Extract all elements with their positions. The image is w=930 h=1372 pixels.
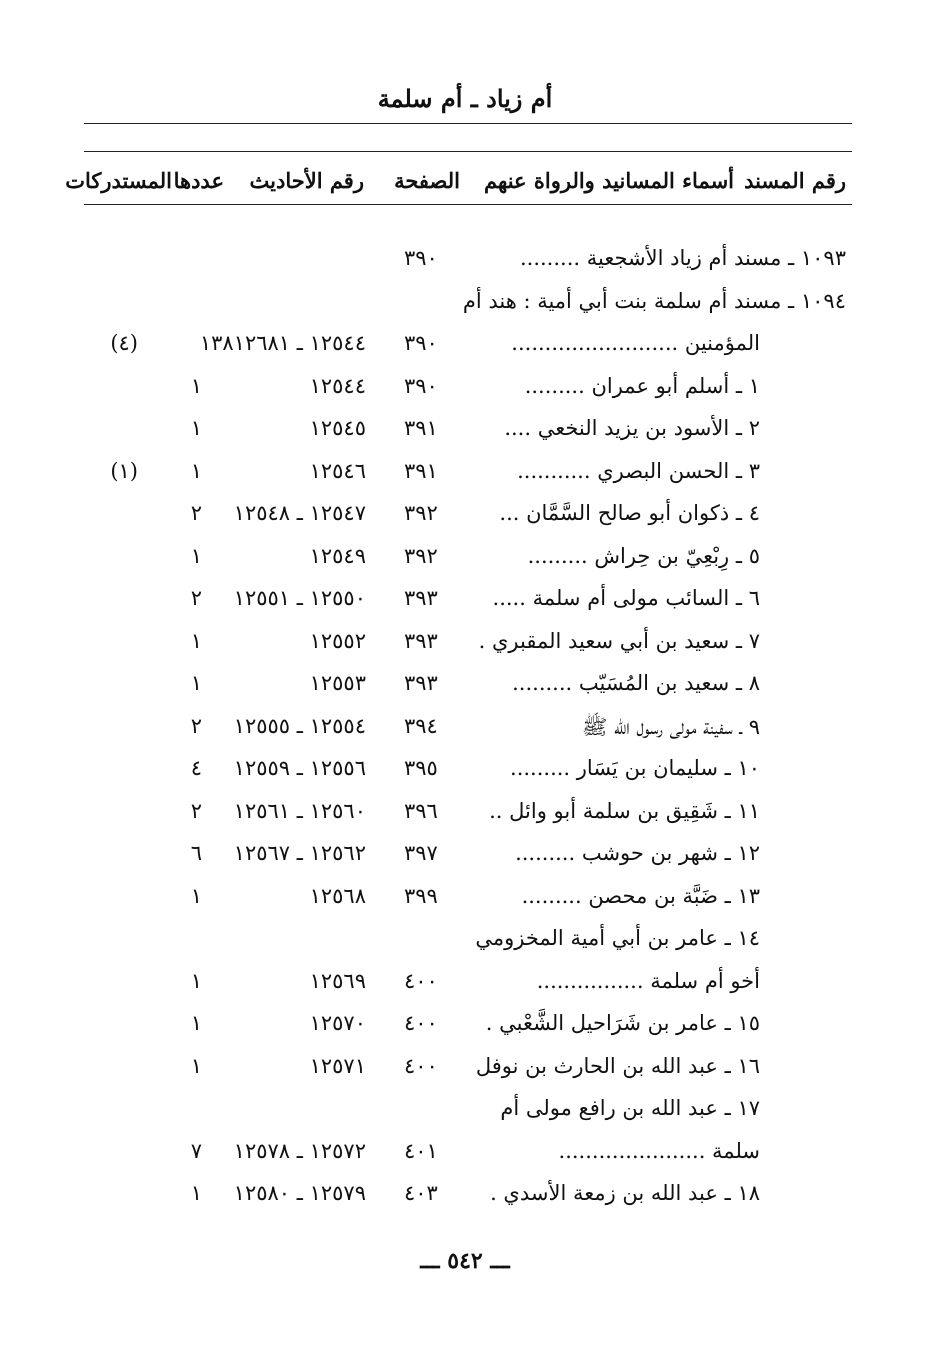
entry-count: ٢	[190, 798, 202, 823]
entry-name: ١٠٩٤ ـ مسند أم سلمة بنت أبي أمية : هند أم	[462, 288, 846, 313]
entry-page: ٣٩٣	[404, 628, 438, 653]
entry-name: ١٣ ـ ضَبَّة بن محصن .........	[521, 883, 760, 908]
entry-count: ١	[190, 1181, 202, 1205]
entry-page: ٣٩٩	[404, 883, 438, 908]
col-mustadrakat: المستدركات	[65, 168, 172, 193]
entry-name: ١٨ ـ عبد الله بن زمعة الأسدي .	[490, 1181, 760, 1205]
col-page: الصفحة	[394, 168, 460, 193]
table-row	[0, 368, 930, 408]
entry-hadith-numbers: ١٢٥٧١	[309, 1053, 366, 1078]
entry-hadith-numbers: ١٢٥٤٦	[309, 458, 366, 483]
entry-count: ١	[190, 671, 202, 695]
header-rule	[84, 123, 852, 124]
col-hadith-nos: رقم الأحاديث	[249, 168, 364, 193]
page-number: ـــ ٥٤٢ ـــ	[420, 1248, 510, 1274]
table-row	[0, 580, 930, 620]
entry-hadith-numbers: ١٢٥٤٤	[309, 373, 366, 398]
entry-name: أخو أم سلمة ................	[536, 968, 760, 993]
entry-hadith-numbers: ١٢٥٥٤ ـ ١٢٥٥٥	[233, 713, 366, 738]
entry-count: ١	[190, 1053, 202, 1078]
table-row	[0, 538, 930, 578]
entry-hadith-numbers: ١٢٥٥٦ ـ ١٢٥٥٩	[233, 756, 366, 780]
table-row	[0, 878, 930, 918]
entry-page: ٣٩٥	[404, 756, 438, 780]
entry-hadith-numbers: ١٢٥٥٢	[309, 628, 366, 653]
entry-hadith-numbers: ١٢٥٦٨	[309, 883, 366, 908]
entry-page: ٣٩٠	[404, 331, 438, 355]
entry-page: ٣٩٠	[404, 373, 438, 398]
table-row	[0, 325, 930, 365]
entry-count: ٢	[190, 713, 202, 738]
entry-page: ٣٩١	[404, 416, 438, 440]
table-row	[0, 1133, 930, 1173]
entry-name: ١١ ـ شَقِيق بن سلمة أبو وائل ..	[489, 798, 760, 823]
entry-name: ٢ ـ الأسود بن يزيد النخعي ....	[504, 416, 760, 440]
entry-hadith-numbers: ١٢٥٤٩	[309, 543, 366, 568]
entry-name: المؤمنين .........................	[511, 331, 760, 355]
entry-page: ٣٩٧	[404, 841, 438, 865]
table-row	[0, 495, 930, 535]
entry-name: ٣ ـ الحسن البصري ...........	[517, 458, 760, 483]
entry-hadith-numbers: ١٢٥٦٢ ـ ١٢٥٦٧	[233, 841, 366, 865]
table-row	[0, 920, 930, 960]
table-row	[0, 793, 930, 833]
entry-name: ١٦ ـ عبد الله بن الحارث بن نوفل	[475, 1053, 760, 1078]
entry-hadith-numbers: ١٢٥٥٠ ـ ١٢٥٥١	[233, 586, 366, 610]
entry-name: ١٧ ـ عبد الله بن رافع مولى أم	[500, 1096, 760, 1120]
columns-bottom-rule	[84, 204, 852, 205]
entry-name: ٩ ـ سفينة مولى رسول الله ﷺ	[581, 714, 760, 739]
col-names: أسماء المسانيد والرواة عنهم	[484, 168, 734, 193]
entry-page: ٣٩٢	[404, 543, 438, 568]
entry-hadith-numbers: ١٢٥٧٢ ـ ١٢٥٧٨	[233, 1138, 366, 1163]
entry-count: ٤	[190, 756, 202, 780]
columns-top-rule	[84, 151, 852, 152]
entry-count: ٢	[190, 501, 202, 525]
table-row	[0, 1005, 930, 1045]
entry-hadith-numbers: ١٢٥٧٠	[309, 1011, 366, 1035]
entry-mustadrakat: (١)	[110, 458, 138, 483]
entry-name: ٧ ـ سعيد بن أبي سعيد المقبري .	[478, 628, 760, 653]
entry-name: ١ ـ أسلم أبو عمران .........	[524, 373, 760, 398]
entry-hadith-numbers: ١٢٥٦٩	[309, 968, 366, 993]
entry-hadith-numbers: ١٢٥٤٤ ـ ١٣٨١٢٦٨١	[199, 331, 366, 355]
table-row	[0, 708, 930, 748]
entry-hadith-numbers: ١٢٥٧٩ ـ ١٢٥٨٠	[233, 1181, 366, 1205]
entry-name: ٦ ـ السائب مولى أم سلمة .....	[492, 586, 760, 610]
entry-count: ١	[190, 373, 202, 398]
entry-page: ٣٩٣	[404, 586, 438, 610]
entry-page: ٣٩٣	[404, 671, 438, 695]
entry-page: ٣٩٢	[404, 501, 438, 525]
entry-page: ٣٩٠	[404, 246, 438, 270]
entry-name: ١٥ ـ عامر بن شَرَاحيل الشَّعْبي .	[485, 1011, 760, 1035]
entry-page: ٣٩١	[404, 458, 438, 483]
entry-count: ١	[190, 1011, 202, 1035]
entry-name: سلمة ......................	[558, 1138, 760, 1163]
entry-hadith-numbers: ١٢٥٥٣	[309, 671, 366, 695]
entry-page: ٤٠٣	[404, 1181, 438, 1205]
entry-name: ٤ ـ ذكوان أبو صالح السَّمَّان ...	[499, 501, 760, 525]
entry-mustadrakat: (٤)	[110, 331, 138, 355]
entry-count: ١	[190, 883, 202, 908]
table-row	[0, 453, 930, 493]
entry-count: ١	[190, 416, 202, 440]
table-row	[0, 665, 930, 705]
entry-count: ١	[190, 458, 202, 483]
col-musnad-no: رقم المسند	[744, 168, 846, 193]
entry-name: ١٠ ـ سليمان بن يَسَار .........	[510, 756, 760, 780]
entry-count: ١	[190, 543, 202, 568]
table-row	[0, 240, 930, 280]
entry-name: ٨ ـ سعيد بن المُسَيّب .........	[512, 671, 760, 695]
entry-page: ٣٩٤	[404, 713, 438, 738]
table-row	[0, 1175, 930, 1215]
entry-name: ١٠٩٣ ـ مسند أم زياد الأشجعية .........	[519, 246, 846, 270]
entry-hadith-numbers: ١٢٥٦٠ ـ ١٢٥٦١	[233, 798, 366, 823]
table-row	[0, 835, 930, 875]
running-head: أم زياد ـ أم سلمة	[377, 84, 553, 113]
entry-count: ١	[190, 968, 202, 993]
table-row	[0, 623, 930, 663]
table-row	[0, 410, 930, 450]
table-row	[0, 1048, 930, 1088]
entry-page: ٤٠٠	[404, 1053, 438, 1078]
entry-page: ٣٩٦	[404, 798, 438, 823]
entry-page: ٤٠٠	[404, 968, 438, 993]
entry-count: ٦	[190, 841, 202, 865]
entry-hadith-numbers: ١٢٥٤٥	[309, 416, 366, 440]
col-count: عددها	[173, 168, 224, 193]
entry-count: ٢	[190, 586, 202, 610]
entry-count: ١	[190, 628, 202, 653]
entry-page: ٤٠١	[404, 1138, 438, 1163]
entry-page: ٤٠٠	[404, 1011, 438, 1035]
entry-hadith-numbers: ١٢٥٤٧ ـ ١٢٥٤٨	[233, 501, 366, 525]
entry-name: ١٢ ـ شهر بن حوشب .........	[515, 841, 760, 865]
table-row	[0, 283, 930, 323]
table-row	[0, 750, 930, 790]
table-row	[0, 963, 930, 1003]
entry-count: ٧	[190, 1138, 202, 1163]
entry-name: ١٤ ـ عامر بن أبي أمية المخزومي	[475, 926, 760, 950]
table-row	[0, 1090, 930, 1130]
entry-name: ٥ ـ رِبْعِيّ بن حِراش .........	[527, 543, 760, 568]
